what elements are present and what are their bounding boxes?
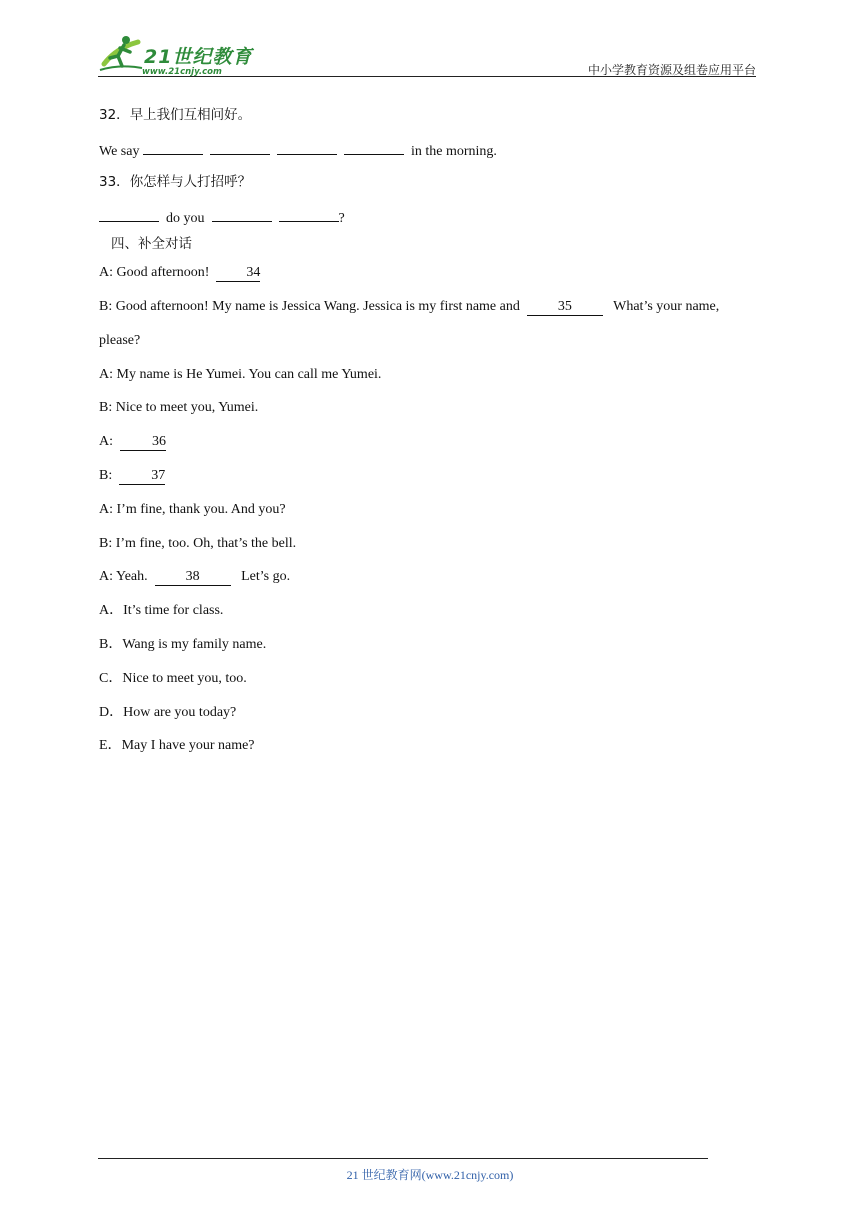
footer-text: 21 世纪教育网(www.21cnjy.com) bbox=[346, 1168, 514, 1182]
dialogue-line: B: Nice to meet you, Yumei. bbox=[99, 400, 259, 415]
option-label: A． bbox=[99, 603, 124, 618]
question-text: 你怎样与人打招呼？ bbox=[129, 174, 252, 190]
footer-divider bbox=[98, 1158, 708, 1159]
answer-blank[interactable] bbox=[344, 140, 404, 155]
dialogue-line bbox=[99, 568, 290, 586]
dialogue-blank-35[interactable]: 35 bbox=[527, 299, 603, 316]
dialogue-line bbox=[99, 467, 165, 485]
dialogue-text: B: Good afternoon! My name is Jessica Wang. Jessica is my first name and bbox=[99, 299, 520, 314]
option-item bbox=[99, 670, 247, 688]
site-logo bbox=[98, 34, 258, 77]
dialogue-line: A: I’m fine, thank you. And you? bbox=[99, 502, 286, 517]
answer-tail: ? bbox=[338, 211, 345, 226]
section-title: 四、补全对话 bbox=[111, 236, 192, 252]
dialogue-text: A: Good afternoon! bbox=[99, 265, 210, 280]
question-33-prompt bbox=[99, 173, 251, 191]
question-text: 早上我们互相问好。 bbox=[129, 107, 252, 123]
option-text: Nice to meet you, too. bbox=[122, 671, 247, 686]
option-text: May I have your name? bbox=[121, 738, 255, 753]
dialogue-line bbox=[99, 298, 719, 316]
option-text: It’s time for class. bbox=[123, 603, 224, 618]
dialogue-line: A: My name is He Yumei. You can call me Yumei. bbox=[99, 367, 382, 382]
answer-lead: We say bbox=[99, 144, 140, 159]
dialogue-text: Let’s go. bbox=[241, 569, 291, 584]
option-label: E． bbox=[99, 738, 122, 753]
answer-blank[interactable] bbox=[143, 140, 203, 155]
dialogue-blank-38[interactable]: 38 bbox=[155, 569, 231, 586]
logo-url: www.21cnjy.com bbox=[142, 67, 222, 77]
dialogue-blank-34[interactable]: 34 bbox=[216, 265, 260, 282]
answer-middle: do you bbox=[166, 211, 205, 226]
dialogue-line bbox=[99, 433, 166, 451]
runner-logo-icon bbox=[98, 34, 146, 74]
question-32-answer-line bbox=[99, 140, 497, 161]
dialogue-text: A: Yeah. bbox=[99, 569, 148, 584]
question-number: 33． bbox=[99, 174, 130, 190]
page-header bbox=[98, 30, 756, 78]
dialogue-line: B: I’m fine, too. Oh, that’s the bell. bbox=[99, 536, 297, 551]
question-33-answer-line bbox=[99, 207, 345, 228]
header-divider bbox=[98, 76, 756, 77]
option-label: B． bbox=[99, 637, 123, 652]
answer-blank[interactable] bbox=[277, 140, 337, 155]
answer-blank[interactable] bbox=[99, 207, 159, 222]
dialogue-line bbox=[99, 264, 260, 282]
platform-title: 中小学教育资源及组卷应用平台 bbox=[587, 63, 756, 77]
dialogue-blank-36[interactable]: 36 bbox=[120, 434, 166, 451]
option-label: C． bbox=[99, 671, 123, 686]
dialogue-line-continued: please? bbox=[99, 333, 141, 348]
answer-blank[interactable] bbox=[210, 140, 270, 155]
dialogue-text: What’s your name, bbox=[613, 299, 720, 314]
option-item bbox=[99, 737, 255, 755]
question-number: 32． bbox=[99, 107, 130, 123]
question-32-prompt bbox=[99, 106, 251, 124]
option-text: Wang is my family name. bbox=[122, 637, 267, 652]
option-item bbox=[99, 602, 223, 620]
logo-text: 21世纪教育 bbox=[144, 46, 253, 68]
speaker-label: B: bbox=[99, 468, 113, 483]
option-text: How are you today? bbox=[123, 705, 237, 720]
speaker-label: A: bbox=[99, 434, 113, 449]
answer-tail: in the morning. bbox=[410, 144, 497, 159]
option-item bbox=[99, 636, 266, 654]
answer-blank[interactable] bbox=[212, 207, 272, 222]
answer-blank[interactable] bbox=[279, 207, 339, 222]
dialogue-blank-37[interactable]: 37 bbox=[119, 468, 165, 485]
option-label: D． bbox=[99, 705, 124, 720]
option-item bbox=[99, 704, 236, 722]
